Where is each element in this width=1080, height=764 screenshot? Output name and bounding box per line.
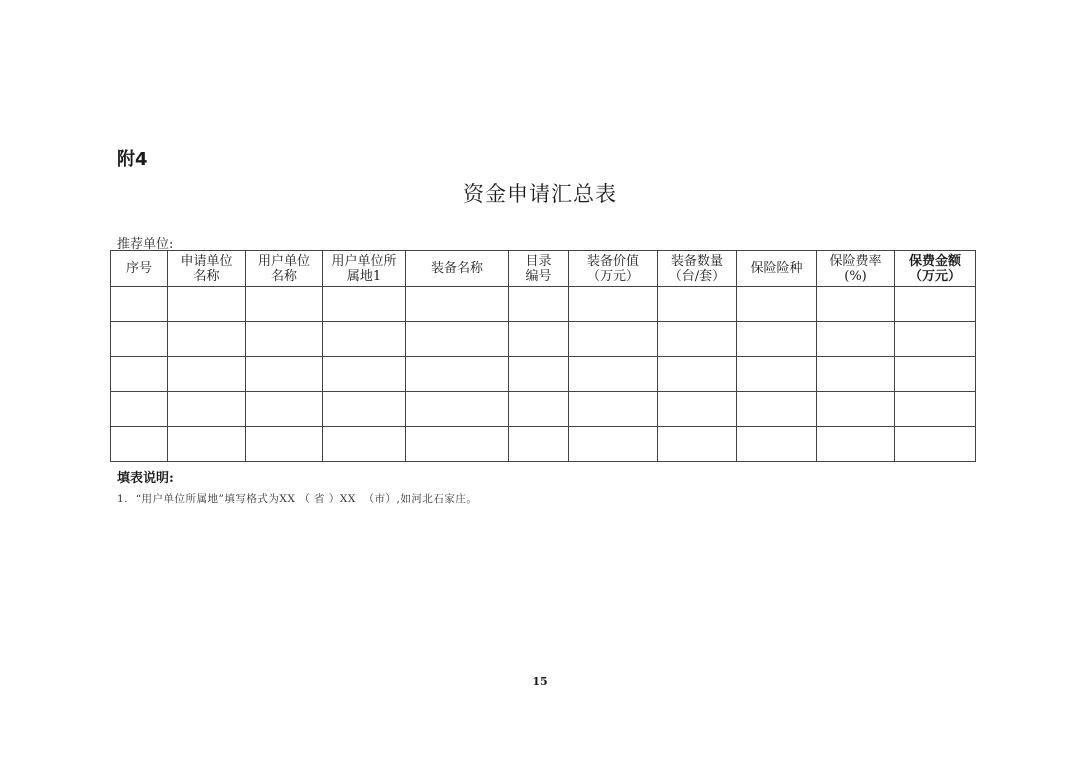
table-cell bbox=[168, 392, 246, 427]
notes-heading: 填表说明: bbox=[117, 471, 174, 486]
funding-summary-table bbox=[110, 250, 976, 462]
table-row bbox=[111, 287, 976, 322]
table-cell bbox=[509, 392, 569, 427]
table-cell bbox=[111, 322, 168, 357]
table-cell bbox=[246, 287, 323, 322]
table-cell bbox=[111, 392, 168, 427]
recommending-unit-label: 推荐单位: bbox=[117, 237, 174, 252]
table-cell bbox=[895, 322, 976, 357]
table-cell bbox=[817, 322, 895, 357]
table-cell bbox=[895, 287, 976, 322]
table-cell bbox=[323, 322, 406, 357]
table-cell bbox=[111, 427, 168, 462]
table-cell bbox=[658, 392, 737, 427]
column-header-serial-number: 序号 bbox=[111, 251, 168, 287]
table-row bbox=[111, 322, 976, 357]
column-header-insurance-type: 保险险种 bbox=[737, 251, 817, 287]
table-cell bbox=[168, 322, 246, 357]
notes-item: 1. “用户单位所属地”填写格式为XX （ 省 ）XX （市）,如河北石家庄。 bbox=[117, 493, 478, 505]
table-cell bbox=[895, 392, 976, 427]
table-cell bbox=[737, 357, 817, 392]
table-cell bbox=[246, 392, 323, 427]
table-body bbox=[111, 287, 976, 462]
table-cell bbox=[509, 322, 569, 357]
column-header-catalog-number: 目录 编号 bbox=[509, 251, 569, 287]
table-cell bbox=[406, 322, 509, 357]
table-cell bbox=[569, 427, 658, 462]
table-cell bbox=[509, 427, 569, 462]
appendix-label: 附4 bbox=[117, 149, 148, 170]
table-cell bbox=[168, 357, 246, 392]
table-cell bbox=[658, 322, 737, 357]
table-cell bbox=[323, 427, 406, 462]
table-cell bbox=[246, 322, 323, 357]
column-header-equipment-name: 装备名称 bbox=[406, 251, 509, 287]
table-cell bbox=[323, 287, 406, 322]
table-cell bbox=[406, 392, 509, 427]
table-cell bbox=[509, 357, 569, 392]
table-cell bbox=[246, 427, 323, 462]
document-title: 资金申请汇总表 bbox=[463, 182, 617, 206]
table-row bbox=[111, 427, 976, 462]
table-cell bbox=[323, 357, 406, 392]
table-cell bbox=[111, 287, 168, 322]
column-header-equipment-quantity: 装备数量 （台/套） bbox=[658, 251, 737, 287]
table-cell bbox=[737, 392, 817, 427]
table-cell bbox=[817, 287, 895, 322]
table-cell bbox=[817, 357, 895, 392]
table-cell bbox=[569, 322, 658, 357]
table-row bbox=[111, 357, 976, 392]
table-cell bbox=[569, 357, 658, 392]
table-cell bbox=[168, 427, 246, 462]
table-cell bbox=[895, 357, 976, 392]
column-header-equipment-value: 装备价值 （万元） bbox=[569, 251, 658, 287]
table-cell bbox=[569, 287, 658, 322]
column-header-user-unit-location: 用户单位所 属地1 bbox=[323, 251, 406, 287]
table-cell bbox=[737, 427, 817, 462]
table-cell bbox=[658, 357, 737, 392]
table-cell bbox=[737, 322, 817, 357]
table-cell bbox=[569, 392, 658, 427]
table-cell bbox=[817, 427, 895, 462]
table-cell bbox=[817, 392, 895, 427]
table-cell bbox=[246, 357, 323, 392]
table-cell bbox=[168, 287, 246, 322]
page-number: 15 bbox=[532, 675, 548, 688]
column-header-user-unit-name: 用户单位 名称 bbox=[246, 251, 323, 287]
table-cell bbox=[658, 287, 737, 322]
table-cell bbox=[323, 392, 406, 427]
column-header-applicant-name: 申请单位 名称 bbox=[168, 251, 246, 287]
column-header-insurance-rate: 保险费率 (%) bbox=[817, 251, 895, 287]
table-cell bbox=[111, 357, 168, 392]
table-cell bbox=[658, 427, 737, 462]
table-cell bbox=[509, 287, 569, 322]
table-header-row bbox=[111, 251, 976, 287]
table-row bbox=[111, 392, 976, 427]
table-cell bbox=[895, 427, 976, 462]
column-header-premium-amount: 保费金额 （万元） bbox=[895, 251, 976, 287]
table-cell bbox=[737, 287, 817, 322]
table-cell bbox=[406, 357, 509, 392]
table-cell bbox=[406, 427, 509, 462]
table-cell bbox=[406, 287, 509, 322]
